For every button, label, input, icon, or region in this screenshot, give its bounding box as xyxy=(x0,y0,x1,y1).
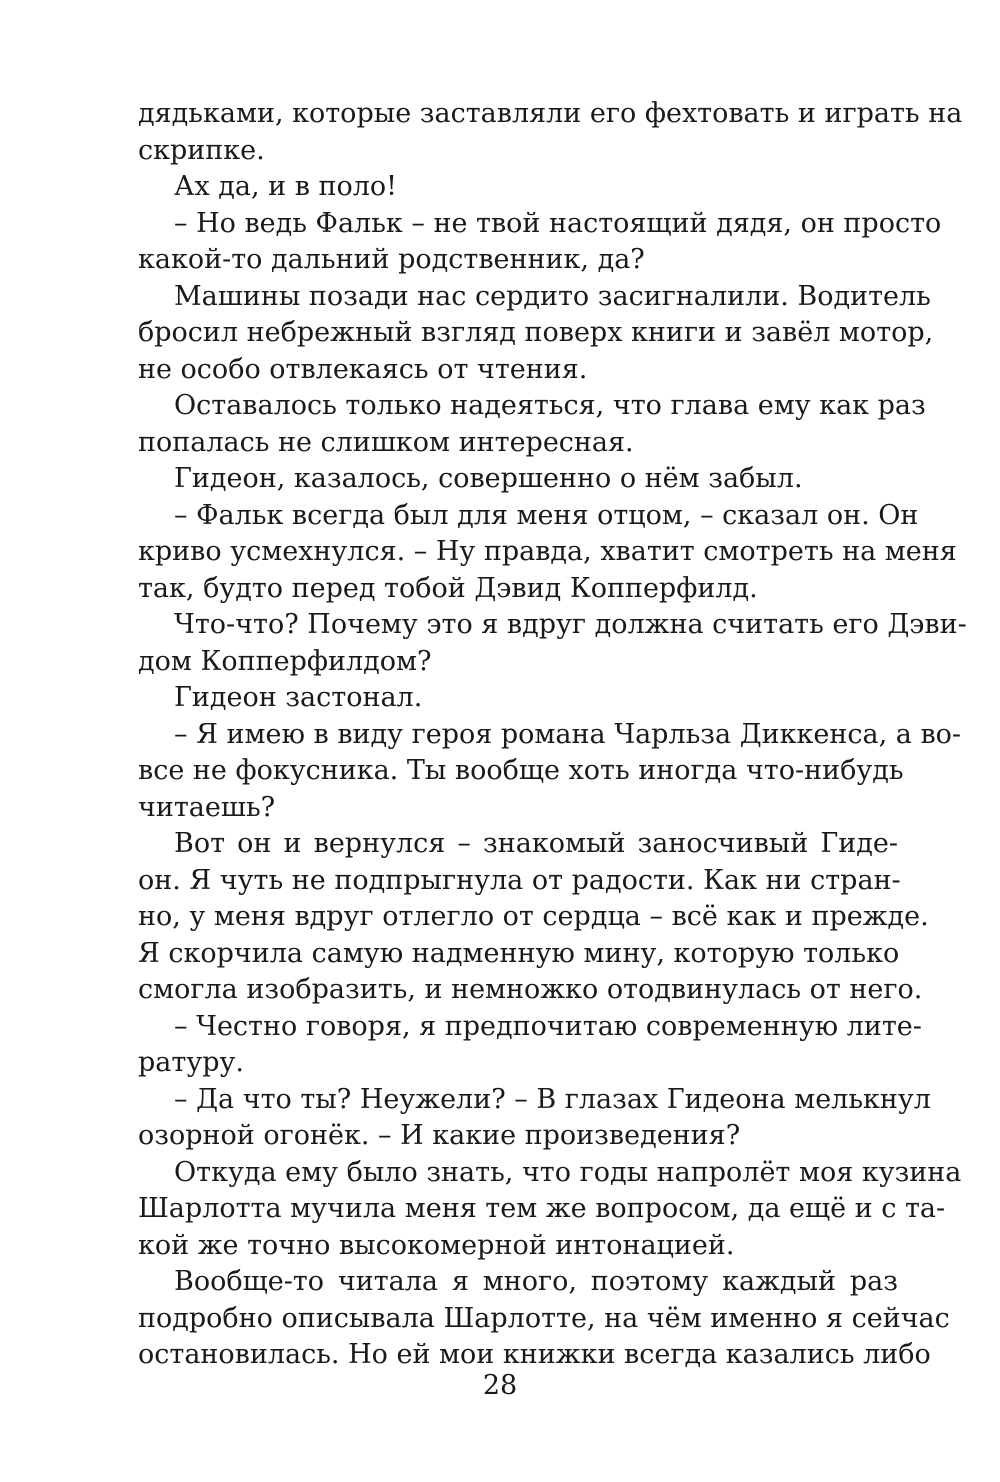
text-line: так, будто перед тобой Дэвид Копперфилд. xyxy=(138,572,758,604)
text-line: он. Я чуть не подпрыгнула от радости. Как ни стран- xyxy=(138,864,901,896)
text-line: Ах да, и в поло! xyxy=(174,171,398,202)
text-line: скрипке. xyxy=(138,134,265,166)
text-line: Оставалось только надеяться, что глава ему как раз xyxy=(174,390,926,421)
page-number: 28 xyxy=(482,1370,518,1401)
text-line: Откуда ему было знать, что годы напролёт моя кузина xyxy=(174,1156,962,1188)
text-line: кой же точно высокомерной интонацией. xyxy=(138,1229,735,1261)
text-line: Гидеон, казалось, совершенно о нём забыл. xyxy=(174,463,803,494)
text-line: подробно описывала Шарлотте, на чём именно я сейчас xyxy=(138,1302,950,1334)
text-line: Вообще-то читала я много, поэтому каждый раз xyxy=(174,1266,898,1297)
text-line: Я скорчила самую надменную мину, которую только xyxy=(138,937,900,969)
text-line: попалась не слишком интересная. xyxy=(138,426,634,458)
text-line: бросил небрежный взгляд поверх книги и завёл мотор, xyxy=(138,317,934,348)
text-line: Гидеон застонал. xyxy=(174,682,423,713)
text-line: Вот он и вернулся – знакомый заносчивый Гиде- xyxy=(174,828,898,859)
text-line: дом Копперфилдом? xyxy=(138,645,432,677)
text-line: – Я имею в виду героя романа Чарльза Диккенса, а во- xyxy=(174,718,962,750)
text-line: но, у меня вдруг отлегло от сердца – всё как и прежде. xyxy=(138,901,929,932)
text-line: – Честно говоря, я предпочитаю современную лите- xyxy=(174,1010,922,1042)
text-line: – Да что ты? Неужели? – В глазах Гидеона мелькнул xyxy=(174,1083,931,1115)
text-line: дядьками, которые заставляли его фехтовать и играть на xyxy=(138,98,963,129)
book-page-text xyxy=(138,96,967,1374)
text-line: остановилась. Но ей мои книжки всегда казались либо xyxy=(138,1339,931,1370)
text-line: – Фальк всегда был для меня отцом, – сказал он. Он xyxy=(174,499,919,531)
text-line: какой-то дальний родственник, да? xyxy=(138,244,645,275)
text-line: не особо отвлекаясь от чтения. xyxy=(138,353,588,385)
text-line: ратуру. xyxy=(138,1047,244,1078)
text-line: читаешь? xyxy=(138,791,276,823)
text-line: криво усмехнулся. – Ну правда, хватит смотреть на меня xyxy=(138,536,957,567)
text-line: – Но ведь Фальк – не твой настоящий дядя, он просто xyxy=(174,207,942,239)
text-line: все не фокусника. Ты вообще хоть иногда что-нибудь xyxy=(138,755,904,786)
text-line: смогла изобразить, и немножко отодвинулась от него. xyxy=(138,974,923,1005)
text-line: Шарлотта мучила меня тем же вопросом, да ещё и с та- xyxy=(138,1193,946,1224)
text-line: Что-что? Почему это я вдруг должна считать его Дэви- xyxy=(174,609,967,640)
text-line: Машины позади нас сердито засигналили. Водитель xyxy=(174,280,931,312)
text-line: озорной огонёк. – И какие произведения? xyxy=(138,1120,741,1151)
